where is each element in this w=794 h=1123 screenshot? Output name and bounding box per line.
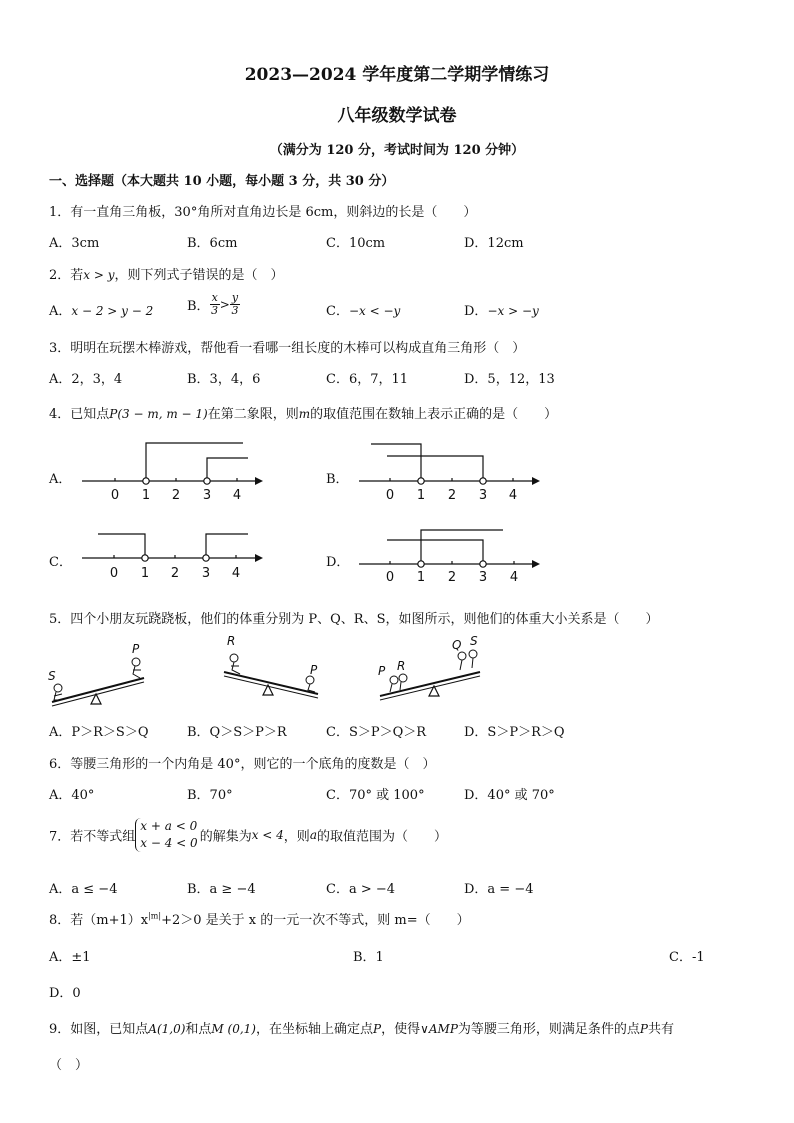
q7-stem-mid: 的解集为 [199, 829, 252, 845]
tick-label: 0 [110, 488, 120, 503]
q3-option-d: D．5，12，13 [464, 372, 555, 387]
question-6-stem: 6．等腰三角形的一个内角是 40°，则它的一个底角的度数是（ ） [49, 757, 436, 772]
q2-option-d [464, 300, 539, 319]
q9-point-a: A(1,0) [148, 1022, 186, 1036]
q4-option-a-label: A． [49, 472, 72, 487]
seesaw-figure-3 [372, 632, 492, 704]
q7-inequality-system [135, 818, 197, 852]
seesaw2-label-right: P [310, 663, 318, 677]
q7-stem-post: 的取值范围为（ ） [316, 829, 447, 845]
q2-a-math: x − 2 > y − 2 [71, 304, 154, 318]
q4-number-line-d [357, 522, 542, 587]
q5-option-a: A．P＞R＞S＞Q [49, 725, 149, 740]
q1-option-d: D．12cm [464, 236, 524, 251]
q9-stem-mid: ，在坐标轴上确定点 [255, 1022, 373, 1037]
q6-option-c: C．70° 或 100° [326, 788, 425, 803]
tick-label: 4 [508, 488, 518, 503]
tick-label: 1 [416, 488, 426, 503]
q4-stem-math: P(3 − m, m − 1) [109, 407, 208, 421]
tick-label: 0 [109, 566, 119, 581]
tick-label: 1 [140, 566, 150, 581]
question-5-stem: 5．四个小朋友玩跷跷板，他们的体重分别为 P、Q、R、S，如图所示，则他们的体重大小关系是（ ） [49, 612, 659, 627]
q4-number-line-b [357, 438, 542, 503]
seesaw3-label-r1: Q [452, 638, 462, 652]
q9-stem-mid2: ，使得 [381, 1022, 421, 1037]
q1-option-c: C．10cm [326, 236, 386, 251]
q4-number-line-a [80, 438, 265, 503]
q2-option-a [49, 300, 153, 319]
q4-stem-m: m [298, 407, 311, 421]
question-2-stem [49, 264, 284, 283]
seesaw1-label-left: S [48, 669, 56, 683]
q8-stem-sup: |m| [148, 911, 162, 921]
section-heading: 一、选择题（本大题共 10 小题，每小题 3 分，共 30 分） [49, 174, 395, 189]
q8-option-b: B．1 [353, 950, 384, 965]
seesaw-figure-1 [44, 640, 154, 710]
q9-point-m: M (0,1) [211, 1022, 256, 1036]
q2-stem-math: x > y [83, 268, 115, 282]
question-1-stem: 1．有一直角三角板，30°角所对直角边长是 6cm，则斜边的长是（ ） [49, 205, 477, 220]
q7-stem-mid2: ，则 [283, 829, 310, 845]
question-8-stem [49, 909, 470, 928]
q7-sys-line-1: x + a < 0 [140, 819, 198, 833]
seesaw1-label-right: P [132, 642, 140, 656]
q2-c-label: C． [326, 304, 349, 319]
q5-option-c: C．S＞P＞Q＞R [326, 725, 427, 740]
tick-label: 3 [478, 488, 488, 503]
q7-option-d: D．a = −4 [464, 882, 534, 897]
q6-option-b: B．70° [187, 788, 233, 803]
seesaw-figure-2 [218, 632, 328, 704]
exam-subtitle: 八年级数学试卷 [337, 106, 457, 126]
q9-triangle: ∨AMP [420, 1022, 458, 1036]
question-4-stem [49, 403, 557, 422]
tick-label: 0 [385, 488, 395, 503]
q5-option-b: B．Q＞S＞P＞R [187, 725, 287, 740]
q3-option-c: C．6，7，11 [326, 372, 409, 387]
q5-option-d: D．S＞P＞R＞Q [464, 725, 565, 740]
q4-option-b-label: B． [326, 472, 349, 487]
question-9-stem-line2: （ ） [49, 1058, 89, 1073]
q9-stem-post: 共有 [648, 1022, 675, 1037]
q2-a-label: A． [49, 304, 72, 319]
q6-option-a: A．40° [49, 788, 95, 803]
q4-option-d-label: D． [326, 555, 350, 570]
q6-option-d: D．40° 或 70° [464, 788, 555, 803]
q8-option-a: A．±1 [49, 950, 91, 965]
q4-stem-mid: 在第二象限，则 [207, 407, 299, 422]
q2-c-math: −x < −y [348, 304, 401, 318]
q1-option-a: A．3cm [49, 236, 100, 251]
q2-b-frac-y: $\frac{y}{3}$ [231, 291, 239, 317]
q9-point-p: P [373, 1022, 382, 1036]
q9-stem-pre: 9．如图，已知点 [49, 1022, 149, 1037]
q8-option-c: C．-1 [669, 950, 705, 965]
question-9-stem [49, 1018, 674, 1037]
q7-stem-pre: 7．若不等式组 [49, 829, 136, 845]
question-3-stem: 3．明明在玩摆木棒游戏，帮他看一看哪一组长度的木棒可以构成直角三角形（ ） [49, 341, 526, 356]
question-7-stem [49, 818, 447, 852]
q2-stem-pre: 2．若 [49, 268, 84, 283]
q2-d-math: −x > −y [487, 304, 539, 318]
tick-label: 1 [416, 570, 426, 585]
q3-option-b: B．3，4，6 [187, 372, 261, 387]
seesaw3-label-l2: R [397, 659, 406, 673]
tick-label: 2 [170, 566, 180, 581]
q8-stem-pre: 8．若（m+1）x [49, 913, 149, 928]
q4-number-line-c [80, 522, 265, 587]
tick-label: 2 [447, 488, 457, 503]
seesaw3-label-r2: S [470, 634, 478, 648]
q1-option-b: B．6cm [187, 236, 238, 251]
q4-option-c-label: C． [49, 555, 72, 570]
q2-d-label: D． [464, 304, 488, 319]
q7-option-b: B．a ≥ −4 [187, 882, 256, 897]
q2-b-label: B． [187, 299, 210, 314]
q7-sys-line-2: x − 4 < 0 [140, 836, 198, 850]
q7-option-a: A．a ≤ −4 [49, 882, 118, 897]
q2-stem-post: ，则下列式子错误的是（ ） [114, 268, 284, 283]
q8-option-d: D．0 [49, 986, 81, 1001]
tick-label: 3 [201, 566, 211, 581]
tick-label: 4 [231, 566, 241, 581]
q8-stem-post: +2＞0 是关于 x 的一元一次不等式，则 m=（ ） [161, 913, 470, 928]
q2-option-c [326, 300, 400, 319]
q9-stem-and: 和点 [185, 1022, 212, 1037]
tick-label: 4 [232, 488, 242, 503]
q4-stem-post: 的取值范围在数轴上表示正确的是（ ） [310, 407, 558, 422]
tick-label: 2 [447, 570, 457, 585]
q3-option-a: A．2，3，4 [49, 372, 123, 387]
tick-label: 4 [509, 570, 519, 585]
q9-stem-mid3: 为等腰三角形，则满足条件的点 [457, 1022, 640, 1037]
tick-label: 0 [385, 570, 395, 585]
q7-stem-math: x < 4 [251, 828, 284, 842]
q9-point-p2: P [639, 1022, 648, 1036]
q2-b-gt: > [219, 297, 230, 312]
exam-note: （满分为 120 分，考试时间为 120 分钟） [269, 143, 525, 158]
tick-label: 3 [478, 570, 488, 585]
q7-option-c: C．a > −4 [326, 882, 396, 897]
tick-label: 1 [141, 488, 151, 503]
exam-title: 2023—2024 学年度第二学期学情练习 [244, 65, 550, 85]
q7-stem-a: a [309, 828, 317, 842]
seesaw2-label-left: R [227, 634, 236, 648]
q4-stem-pre: 4．已知点 [49, 407, 110, 422]
seesaw3-label-l1: P [378, 664, 386, 678]
tick-label: 2 [171, 488, 181, 503]
q2-b-frac-x: $\frac{x}{3}$ [211, 291, 219, 317]
tick-label: 3 [202, 488, 212, 503]
q2-option-b [187, 292, 240, 317]
